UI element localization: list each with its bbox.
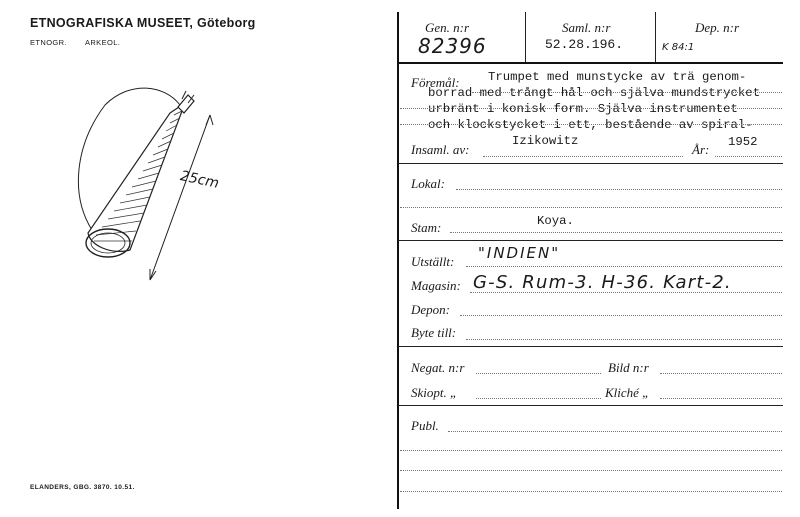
negat-dotline xyxy=(476,373,601,374)
insaml-dotline xyxy=(483,156,683,157)
foremal-dotline-2 xyxy=(400,108,782,109)
dept-etnogr: ETNOGR. xyxy=(30,38,67,47)
foremal-line-3: urbränt i konisk form. Själva instrumentet xyxy=(428,102,738,116)
foremal-label: Föremål: xyxy=(411,75,460,90)
foremal-dotline-1 xyxy=(472,92,782,93)
museum-name: ETNOGRAFISKA MUSEET, xyxy=(30,16,194,30)
byte-dotline xyxy=(466,339,782,340)
magasin-dotline xyxy=(470,292,782,293)
publ-dotline-2 xyxy=(400,450,782,451)
museum-title xyxy=(30,16,256,30)
ar-value: 1952 xyxy=(728,135,758,149)
insaml-label: Insaml. av: xyxy=(411,142,470,157)
byte-label: Byte till: xyxy=(411,325,457,340)
lokal-dotline-2 xyxy=(400,207,782,208)
dep-value: K 84:1 xyxy=(662,42,695,53)
magasin-value: G-S. Rum-3. H-36. Kart-2. xyxy=(473,272,732,293)
dept-arkeol: ARKEOL. xyxy=(84,38,121,47)
gen-value: 82396 xyxy=(418,34,487,58)
utstallt-label: Utställt: xyxy=(411,254,455,269)
section-divider-2 xyxy=(398,240,783,241)
bild-label: Bild n:r xyxy=(608,360,649,375)
depon-dotline xyxy=(460,315,782,316)
lokal-label: Lokal: xyxy=(411,176,445,191)
publ-dotline-3 xyxy=(400,470,782,471)
skiopt-dotline xyxy=(476,398,601,399)
size-annotation: 25cm xyxy=(178,168,221,192)
publ-dotline-4 xyxy=(400,491,782,492)
printer-imprint: ELANDERS, GBG. 3870. 10.51. xyxy=(30,484,135,491)
saml-label: Saml. n:r xyxy=(562,20,611,35)
stam-label: Stam: xyxy=(411,220,442,235)
kliche-label: Kliché „ xyxy=(605,385,650,400)
department-line xyxy=(30,38,120,47)
stam-value: Koya. xyxy=(537,214,574,228)
skiopt-label: Skiopt. „ xyxy=(411,385,458,400)
section-divider-3 xyxy=(398,346,783,347)
foremal-line-4: och klockstycket i ett, bestående av spiral- xyxy=(428,118,753,132)
museum-city: Göteborg xyxy=(196,16,256,30)
dep-label: Dep. n:r xyxy=(695,20,740,35)
trumpet-sketch-icon xyxy=(70,75,250,285)
gen-label: Gen. n:r xyxy=(425,20,470,35)
ar-label: År: xyxy=(692,142,710,157)
lokal-dotline-1 xyxy=(456,189,782,190)
foremal-dotline-3 xyxy=(400,124,782,125)
foremal-line-2: borrad med trångt hål och själva mundstrycket xyxy=(428,86,761,100)
card-border-left xyxy=(397,12,399,509)
negat-label: Negat. n:r xyxy=(411,360,465,375)
publ-label: Publ. xyxy=(411,418,439,433)
col-divider-1 xyxy=(525,12,526,62)
saml-value: 52.28.196. xyxy=(545,37,624,52)
magasin-label: Magasin: xyxy=(411,278,461,293)
ar-dotline xyxy=(715,156,782,157)
col-divider-2 xyxy=(655,12,656,62)
publ-dotline-1 xyxy=(448,431,782,432)
section-divider-1 xyxy=(398,163,783,164)
utstallt-value: "INDIEN" xyxy=(478,244,561,262)
foremal-line-1: Trumpet med munstycke av trä genom- xyxy=(488,70,747,84)
utstallt-dotline xyxy=(466,266,782,267)
bild-dotline xyxy=(660,373,782,374)
section-divider-4 xyxy=(398,405,783,406)
insaml-value: Izikowitz xyxy=(512,134,579,148)
depon-label: Depon: xyxy=(411,302,450,317)
header-divider xyxy=(398,62,783,64)
stam-dotline xyxy=(450,232,782,233)
kliche-dotline xyxy=(660,398,782,399)
